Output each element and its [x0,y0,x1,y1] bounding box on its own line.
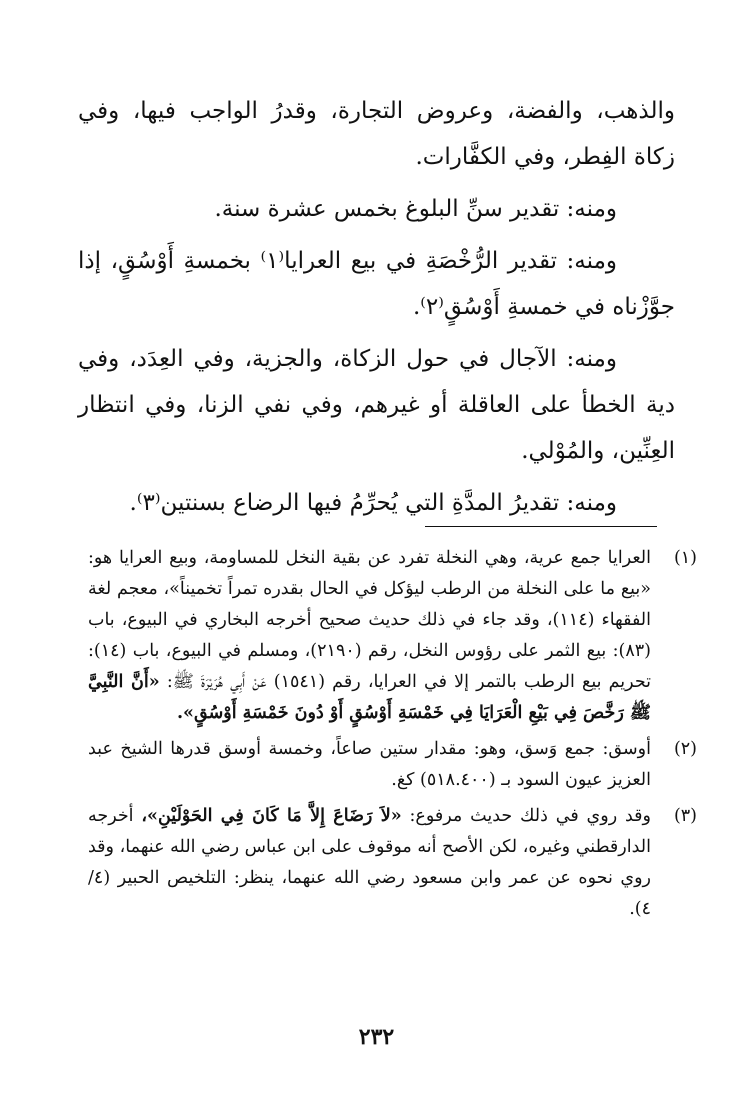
main-paragraph-2: ومنه: تقدير سنِّ البلوغ بخمس عشرة سنة. [214,196,617,222]
footnote-body [88,543,651,729]
footnote-text: أوسق: جمع وَسق، وهو: مقدار ستين صاعاً، وخمسة أوسق قدرها الشيخ عبد العزيز عيون السود بـ (٥١٨.٤٠٠) كغ. [88,739,651,790]
footnote-text: العرايا جمع عرية، وهي النخلة تفرد عن بقية النخل للمساومة، وبيع العرايا هو: «بيع ما على النخلة من الرطب ليؤكل في الحال بقدره تمراً تخميناً»، معجم لغة الفقهاء (١١٤)، وقد جاء في ذلك حديث صحيح أخرجه البخاري في البيوع، باب (٨٣): بيع الثمر على رؤوس النخل، رقم (٢١٩٠)، ومسلم في البيوع، باب (١٤): تحريم بيع الرطب بالتمر إلا في العرايا، رقم (١٥٤١) عَنْ أَبِي هُرَيْرَةَ ﷺ: [88,548,652,692]
footnote-hadith: «أَنَّ النَّبِيَّ ﷺ رَخَّصَ فِي بَيْعِ الْعَرَايَا فِي خَمْسَةِ أَوْسُقٍ أَوْ دُونَ خَمْسَةِ أَوْسُقٍ». [88,672,651,723]
page-number: ٢٣٢ [358,1024,395,1050]
main-paragraph-4: ومنه: الآجال في حول الزكاة، والجزية، وفي العِدَد، وفي دية الخطأ على العاقلة أو غيرهم، وفي نفي الزنا، وفي انتظار العِنِّين، والمُوْلي. [78,346,675,464]
main-paragraph-3: ومنه: تقدير الرُّخْصَةِ في بيع العرايا⁽١⁾ بخمسةِ أَوْسُقٍ، إذا جوَّزْناه في خمسةِ أَوْسُقٍ⁽٢⁾. [78,248,675,320]
footnotes [88,543,697,930]
footnote-hadith: «لاَ رَضَاعَ إِلاَّ مَا كَانَ فِي الحَوْلَيْنِ»، [141,806,402,826]
footnote-2 [88,734,697,796]
main-paragraph-1: والذهب، والفضة، وعروض التجارة، وقدرُ الواجب فيها، وفي زكاة الفِطر، وفي الكفَّارات. [78,98,675,170]
footnote-text: وقد روي في ذلك حديث مرفوع: [409,806,651,826]
footnote-separator [425,526,657,527]
main-text [78,88,675,526]
footnote-text-after: أخرجه الدارقطني وغيره، لكن الأصح أنه موقوف على ابن عباس رضي الله عنهما، وقد روي نحوه عن عمر وابن مسعود رضي الله عنهما، ينظر: التلخيص الحبير (٤/ ٤). [88,806,651,919]
footnote-body [88,734,651,796]
footnote-3 [88,801,697,925]
main-paragraph-5: ومنه: تقديرُ المدَّةِ التي يُحرِّمُ فيها الرضاع بسنتين⁽٣⁾. [129,490,617,516]
footnote-number: (٢) [673,739,697,759]
footnote-body [88,801,651,925]
footnote-number: (١) [673,548,697,568]
footnote-1 [88,543,697,729]
footnote-number: (٣) [673,806,697,826]
